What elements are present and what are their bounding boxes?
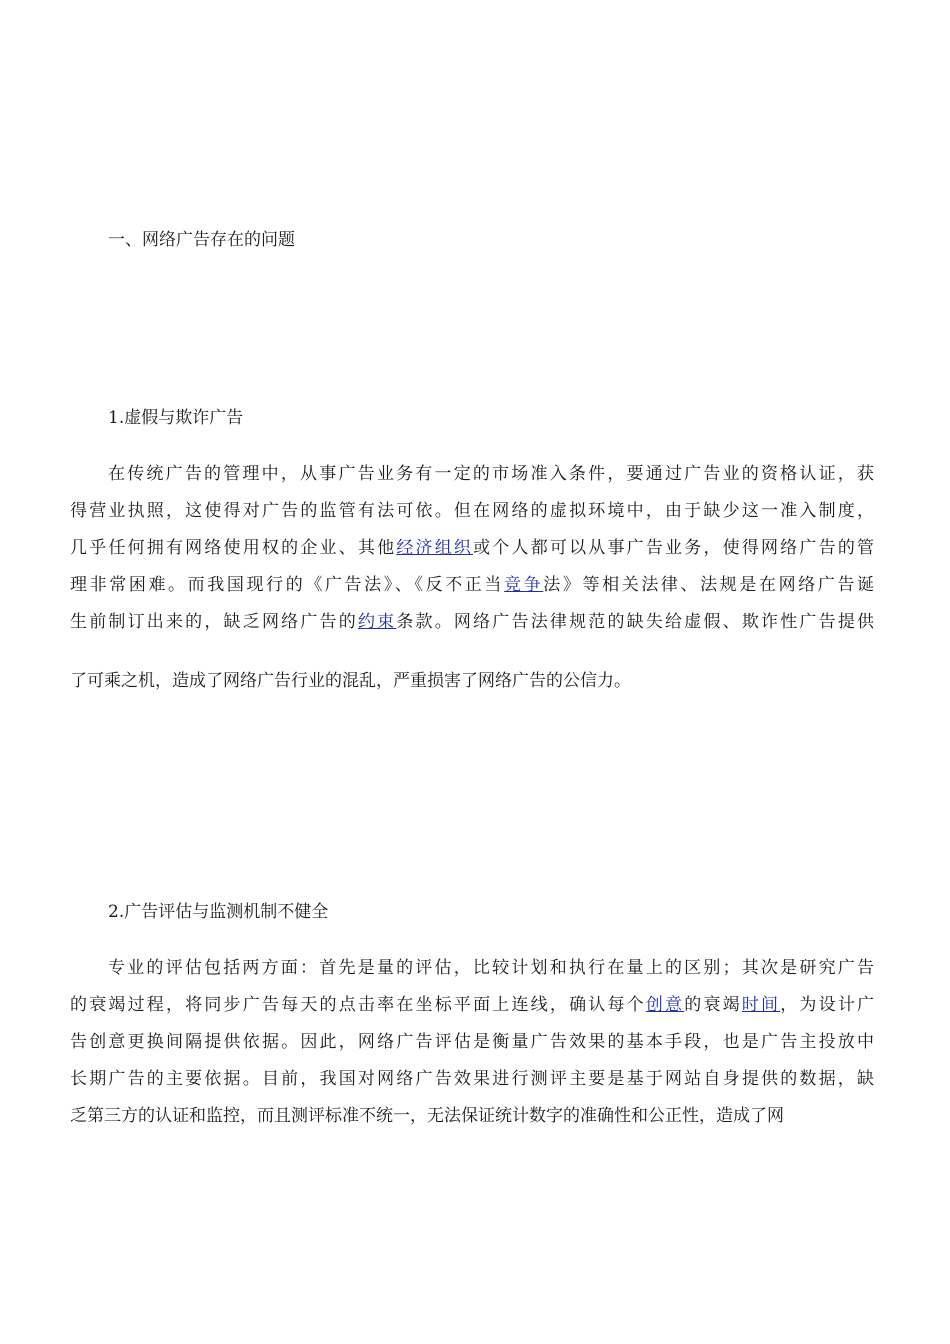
text-run: 得营业执照，这使得对广告的监管有法可依。但在网络的虚拟环境中，由于缺少这一准入制度，: [70, 501, 874, 521]
text-run: 或个人都可以从事广告业务，使得网络广告的管: [473, 538, 875, 558]
paragraph-line: [70, 1061, 874, 1098]
text-run: 长期广告的主要依据。目前，我国对网络广告效果进行测评主要是基于网站自身提供的数据，缺: [70, 1069, 874, 1089]
paragraph-line: [70, 530, 874, 567]
inline-link[interactable]: 时间: [741, 995, 781, 1015]
subsection-1-paragraph: [70, 456, 874, 700]
text-run: 的衰竭过程，将同步广告每天的点击率在坐标平面上连线，确认每个: [70, 995, 646, 1015]
paragraph-line: [70, 1098, 874, 1135]
text-run: 专业的评估包括两方面：首先是量的评估，比较计划和执行在量上的区别；其次是研究广告: [108, 958, 874, 978]
subsection-2-paragraph: [70, 950, 874, 1135]
text-run: 的衰竭: [684, 995, 742, 1015]
text-run: 告创意更换间隔提供依据。因此，网络广告评估是衡量广告效果的基本手段，也是广告主投放中: [70, 1032, 874, 1052]
text-run: 了可乘之机，造成了网络广告行业的混乱，严重损害了网络广告的公信力。: [70, 671, 631, 691]
paragraph-line: [70, 663, 874, 700]
paragraph-line: [70, 604, 874, 641]
inline-link[interactable]: 经济组织: [396, 538, 474, 558]
paragraph-line: [70, 456, 874, 493]
paragraph-line: [70, 987, 874, 1024]
paragraph-line: [70, 950, 874, 987]
text-run: ，为设计广: [780, 995, 875, 1015]
paragraph-line: [70, 1024, 874, 1061]
inline-link[interactable]: 创意: [645, 995, 685, 1015]
section-heading: 一、网络广告存在的问题: [108, 230, 295, 250]
text-run: 乏第三方的认证和监控，而且测评标准不统一，无法保证统计数字的准确性和公正性，造成了网: [70, 1106, 784, 1126]
text-run: 生前制订出来的，缺乏网络广告的: [70, 612, 358, 632]
text-run: 法》等相关法律、法规是在网络广告诞: [543, 575, 875, 595]
inline-link[interactable]: 竞争: [504, 575, 544, 595]
subsection-1-title: 1.虚假与欺诈广告: [108, 408, 244, 428]
paragraph-line: [70, 567, 874, 604]
text-run: 条款。网络广告法律规范的缺失给虚假、欺诈性广告提供: [396, 612, 875, 632]
text-run: 在传统广告的管理中，从事广告业务有一定的市场准入条件，要通过广告业的资格认证，获: [108, 464, 874, 484]
subsection-2-title: 2.广告评估与监测机制不健全: [108, 902, 329, 922]
text-run: 理非常困难。而我国现行的《广告法》、《反不正当: [70, 575, 505, 595]
text-run: 几乎任何拥有网络使用权的企业、其他: [70, 538, 397, 558]
inline-link[interactable]: 约束: [357, 612, 397, 632]
paragraph-line: [70, 493, 874, 530]
